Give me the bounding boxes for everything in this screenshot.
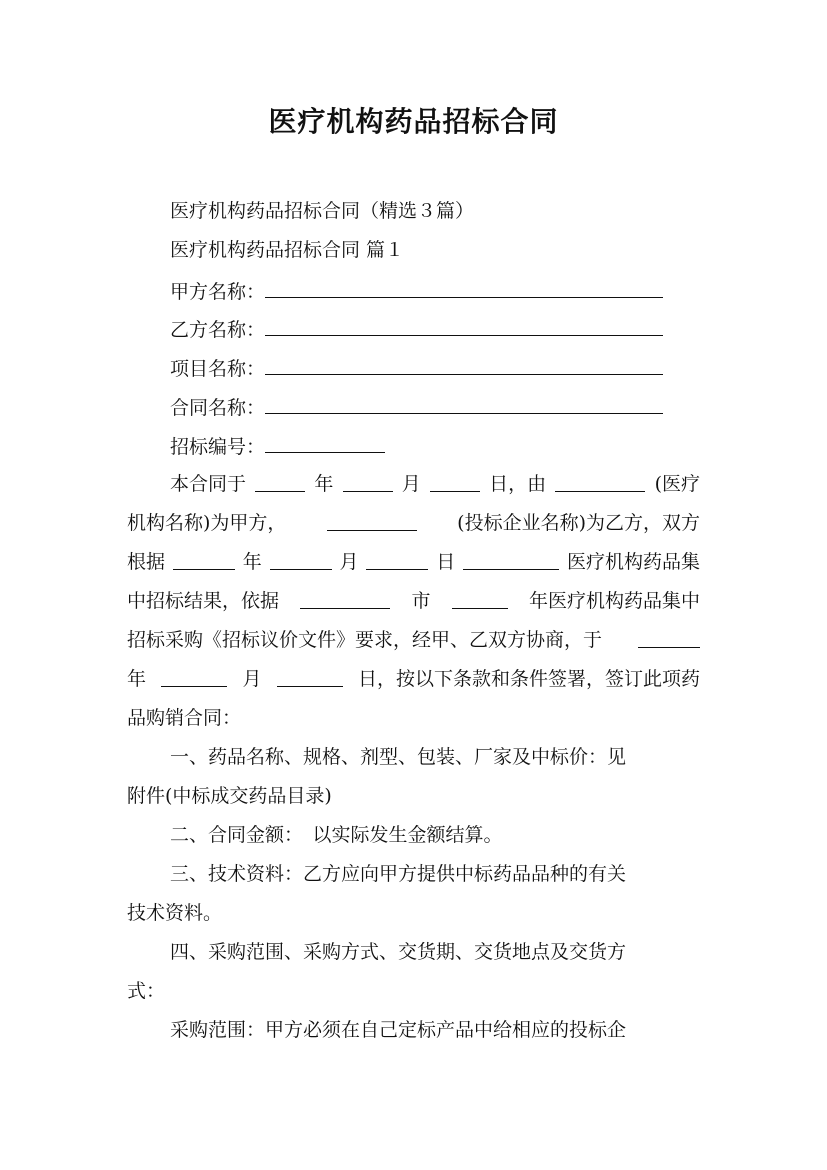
text: 本合同于 [170,473,247,495]
text: 医疗机构药品集 [566,551,700,573]
party-a-blank[interactable] [265,277,663,298]
scope-line: 采购范围：甲方必须在自己定标产品中给相应的投标企 [170,1019,627,1041]
text: 月 [339,551,359,573]
blank[interactable] [343,471,393,492]
blank[interactable] [452,588,508,609]
text: 月 [242,668,262,690]
item4-line2: 式： [127,980,166,1002]
text: 日，按以下条款和条件签署，签订此项药 [357,668,700,690]
blank[interactable] [270,549,332,570]
party-a-label: 甲方名称： [170,281,266,303]
blank[interactable] [638,627,700,648]
item1-line2: 附件(中标成交药品目录) [127,785,332,807]
project-label: 项目名称： [170,358,266,380]
text: 中招标结果，依据 [127,590,280,612]
bid-number-blank[interactable] [265,432,385,453]
para1-line7: 品购销合同： [127,707,242,729]
party-b-field [170,315,663,343]
bid-number-label: 招标编号： [170,436,266,458]
blank[interactable] [173,549,235,570]
text: 根据 [127,551,166,573]
para1-line3 [127,549,700,575]
text: 月 [401,473,421,495]
text: 年 [314,473,334,495]
text: (投标企业名称)为乙方，双方 [457,512,700,534]
blank[interactable] [463,549,559,570]
text: 年 [127,668,147,690]
blank[interactable] [327,510,417,531]
para1-line2 [127,510,700,536]
party-a-field [170,277,663,305]
text: (医疗 [654,473,700,495]
item2: 二、合同金额： 以实际发生金额结算。 [170,824,503,846]
text: 年 [242,551,262,573]
item1-line1: 一、药品名称、规格、剂型、包装、厂家及中标价：见 [170,746,627,768]
blank[interactable] [300,588,390,609]
section-heading: 医疗机构药品招标合同 篇１ [170,239,405,261]
contract-label: 合同名称： [170,397,266,419]
blank[interactable] [277,666,343,687]
text: 市 [411,590,431,612]
item3-line2: 技术资料。 [127,902,223,924]
item4-line1: 四、采购范围、采购方式、交货期、交货地点及交货方 [170,941,627,963]
text: 招标采购《招标议价文件》要求，经甲、乙双方协商，于 [127,629,603,651]
party-b-label: 乙方名称： [170,319,266,341]
bid-number-field [170,432,385,460]
text: 日 [436,551,456,573]
party-b-blank[interactable] [265,315,663,336]
text: 年医疗机构药品集中 [528,590,700,612]
item3-line1: 三、技术资料：乙方应向甲方提供中标药品品种的有关 [170,863,627,885]
project-blank[interactable] [265,354,663,375]
document-title: 医疗机构药品招标合同 [268,105,559,138]
blank[interactable] [555,471,645,492]
contract-blank[interactable] [265,393,663,414]
contract-field [170,393,663,421]
blank[interactable] [161,666,227,687]
para1-line1 [170,471,700,497]
project-field [170,354,663,382]
subtitle: 医疗机构药品招标合同（精选３篇） [170,200,475,222]
blank[interactable] [366,549,428,570]
blank[interactable] [430,471,480,492]
para1-line4 [127,588,700,614]
para1-line6 [127,666,700,692]
text: 机构名称)为甲方， [127,512,287,534]
text: 日，由 [489,473,547,495]
blank[interactable] [255,471,305,492]
para1-line5 [127,627,700,653]
